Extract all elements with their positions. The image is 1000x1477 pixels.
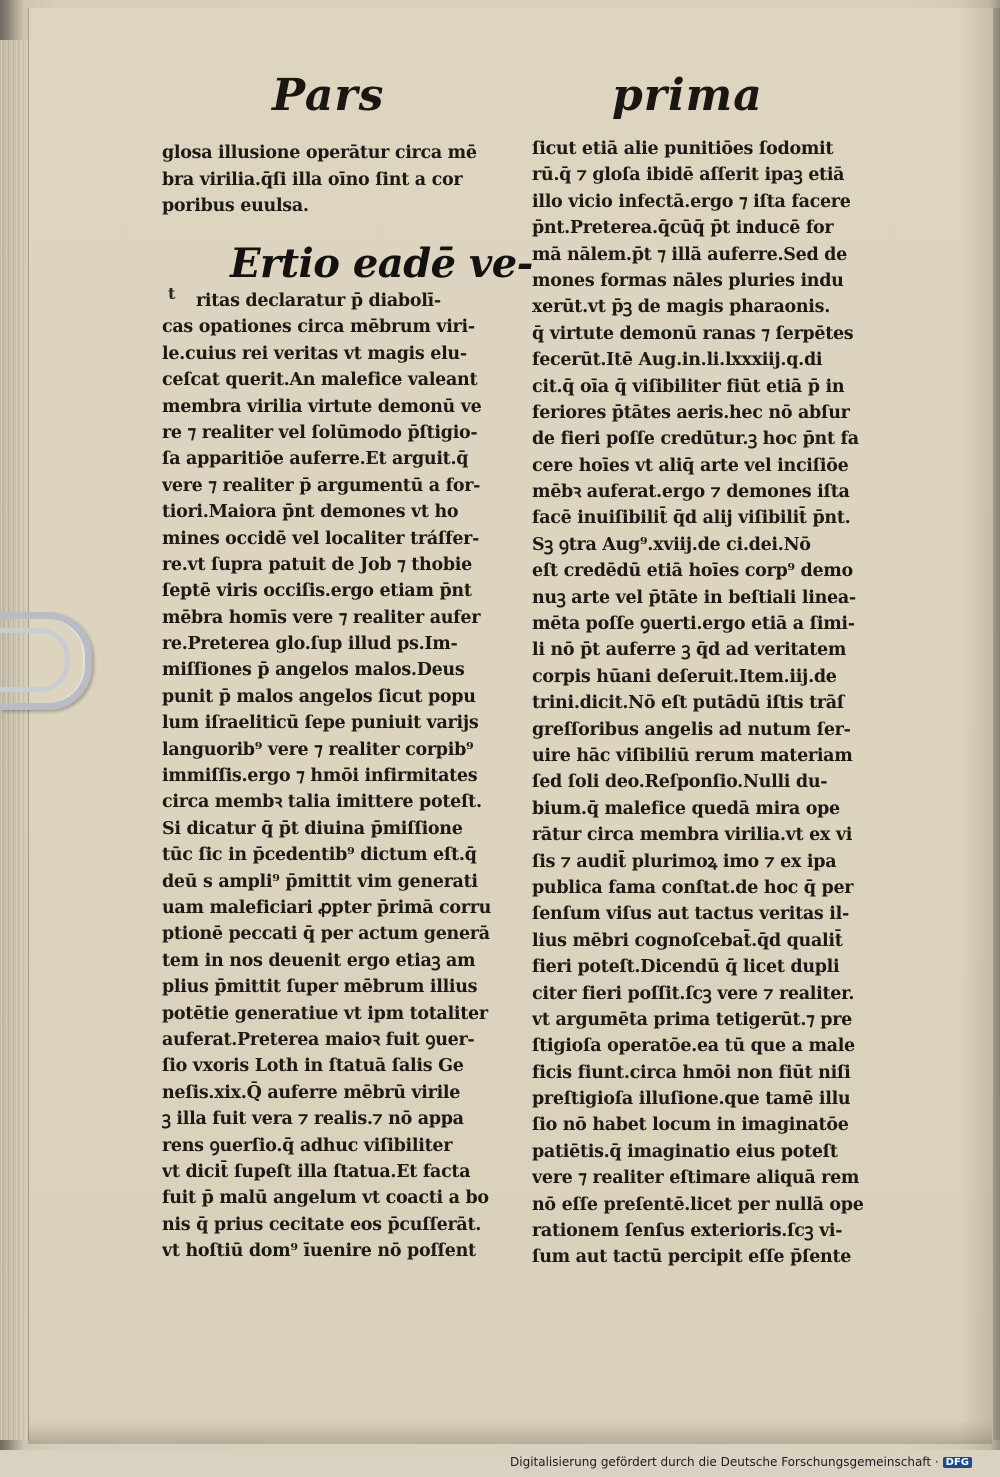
text-line: ſed ſoli deo.Reſponſio.Nulli du- bbox=[532, 772, 828, 793]
text-line: facē inuiſibilit̄ q̄d alij viſibilit̄ p̄nt. bbox=[532, 508, 851, 529]
text-line: li nō p̄t auferre ꝫ q̄d ad veritatem bbox=[532, 640, 847, 661]
left-column-intro bbox=[162, 140, 530, 220]
text-line: re.Preterea glo.ſup illud ps.Im- bbox=[162, 634, 458, 655]
text-line: immiſſis.ergo ⁊ hmōi infirmitates bbox=[162, 766, 478, 787]
text-line: poribus euulsa. bbox=[162, 196, 309, 216]
text-line: mēbꝛ auferat.ergo ⁊ demones iſta bbox=[532, 482, 850, 503]
text-line: punit p̄ malos angelos ſicut popu bbox=[162, 686, 476, 707]
text-line: ritas declaratur p̄ diabolī- bbox=[196, 291, 441, 311]
text-line: xerūt.vt p̄ꝫ de magis pharaonis. bbox=[532, 297, 830, 318]
text-line: ſa apparitiōe auferre.Et arguit.q̄ bbox=[162, 449, 469, 470]
text-line: rationem ſenſus exterioris.ſcꝫ vi- bbox=[532, 1221, 843, 1242]
text-line: bium.q̄ malefice quedā mira ope bbox=[532, 798, 840, 819]
text-line: membra virilia virtute demonū ve bbox=[162, 396, 482, 417]
text-line: ceſcat querit.An malefice valeant bbox=[162, 370, 478, 391]
text-line: Sꝫ ꝯtra Aug⁹.xviij.de ci.dei.Nō bbox=[532, 534, 811, 555]
guide-initial: t bbox=[168, 284, 176, 303]
text-line: potētie generatiue vt ipm totaliter bbox=[162, 1003, 488, 1024]
text-line: ſio vxoris Loth in ſtatuā ſalis Ge bbox=[162, 1056, 464, 1077]
text-line: tem in nos deuenit ergo etiaꝫ am bbox=[162, 950, 476, 971]
text-line: ſicut etiā alie punitiōes ſodomit bbox=[532, 139, 834, 159]
text-line: deū s ampli⁹ p̄mittit vim generati bbox=[162, 871, 478, 892]
right-column bbox=[532, 136, 892, 1271]
text-line: publica fama conſtat.de hoc q̄ per bbox=[532, 877, 854, 898]
text-line: ſeptē viris occiſis.ergo etiam p̄nt bbox=[162, 581, 472, 602]
text-line: corpis hūani deſeruit.Item.iij.de bbox=[532, 666, 837, 687]
text-line: ſenſum viſus aut tactus veritas il- bbox=[532, 904, 849, 925]
text-line: ſio nō habet locum in imaginatōe bbox=[532, 1115, 849, 1136]
text-line: mā nālem.p̄t ⁊ illā auferre.Sed de bbox=[532, 244, 847, 265]
text-line: vere ⁊ realiter p̄ argumentū a for- bbox=[162, 475, 481, 496]
text-line: Si dicatur q̄ p̄t diuina p̄miſſione bbox=[162, 818, 463, 839]
text-line: uam maleficiari ꝓpter p̄rimā corru bbox=[162, 897, 492, 918]
text-line: q̄ virtute demonū ranas ⁊ ſerpētes bbox=[532, 323, 854, 344]
section-heading: Ertio eadē ve- bbox=[230, 240, 533, 287]
text-line: rens ꝯuerſio.q̄ adhuc viſibiliter bbox=[162, 1135, 453, 1156]
text-line: cas opationes circa mēbrum viri- bbox=[162, 317, 475, 338]
text-line: nis q̄ prius cecitate eos p̄cuſſerāt. bbox=[162, 1214, 482, 1235]
text-line: trini.dicit.Nō eſt putādū iſtis trāſ bbox=[532, 693, 845, 714]
text-line: auferat.Preterea maioꝛ fuit ꝯuer- bbox=[162, 1029, 475, 1050]
text-line: mines occidē vel localiter tráſfer- bbox=[162, 528, 480, 549]
text-line: circa membꝛ talia imittere poteſt. bbox=[162, 792, 482, 813]
text-line: fecerūt.Itē Aug.in.li.lxxxiij.q.di bbox=[532, 350, 823, 371]
text-line: glosa illusione operātur circa mē bbox=[162, 143, 477, 163]
header-left-word: Pars bbox=[272, 70, 385, 121]
text-line: feriores p̄tātes aeris.hec nō abſur bbox=[532, 402, 850, 423]
text-line: ptionē peccati q̄ per actum generā bbox=[162, 924, 490, 945]
text-line: ꝫ illa fuit vera ⁊ realis.⁊ nō appa bbox=[162, 1109, 464, 1130]
text-line: patiētis.q̄ imaginatio eius poteſt bbox=[532, 1141, 838, 1162]
text-line: eſt credēdū etiā hoīes corp⁹ demo bbox=[532, 561, 853, 582]
text-line: plius p̄mittit ſuper mēbrum illius bbox=[162, 977, 478, 998]
text-line: fuit p̄ malū angelum vt coacti a bo bbox=[162, 1188, 489, 1209]
text-line: vt argumēta prima tetigerūt.⁊ pre bbox=[532, 1009, 853, 1030]
text-line: mēbra homīs vere ⁊ realiter aufer bbox=[162, 607, 481, 628]
text-line: ſum aut tactū percipit eſſe p̄ſente bbox=[532, 1247, 852, 1268]
text-line: rātur circa membra virilia.vt ex vi bbox=[532, 825, 853, 846]
text-line: uire hāc viſibiliū rerum materiam bbox=[532, 745, 853, 766]
paper-clip-inner-loop bbox=[0, 628, 70, 692]
text-line: nō eſſe preſentē.licet per nullā ope bbox=[532, 1194, 864, 1215]
text-line: cere hoīes vt aliq̄ arte vel inciſiōe bbox=[532, 455, 849, 476]
text-line: vt dicit̄ ſupeſt illa ſtatua.Et facta bbox=[162, 1161, 471, 1182]
text-line: fieri poteſt.Dicendū q̄ licet dupli bbox=[532, 957, 840, 978]
text-line: lius mēbri cognoſcebat̄.q̄d qualit̄ bbox=[532, 930, 843, 951]
text-line: nuꝫ arte vel p̄tāte in beſtiali linea- bbox=[532, 587, 856, 608]
text-line: ſis ⁊ audit̄ plurimoꝝ imo ⁊ ex ipa bbox=[532, 851, 837, 872]
text-line: ficis fiunt.circa hmōi non fiūt niſi bbox=[532, 1062, 851, 1083]
credit-text: Digitalisierung gefördert durch die Deutsche Forschungsgemeinschaft · bbox=[510, 1455, 939, 1469]
text-line: tiori.Maiora p̄nt demones vt ho bbox=[162, 502, 459, 523]
left-column-body bbox=[162, 288, 530, 1264]
dfg-logo: DFG bbox=[943, 1457, 972, 1468]
text-line: p̄nt.Preterea.q̄cūq̄ p̄t inducē for bbox=[532, 218, 834, 239]
text-line: rū.q̄ ⁊ gloſa ibidē aſſerit ipaꝫ etiā bbox=[532, 165, 845, 186]
text-line: citer fieri poſſit.ſcꝫ vere ⁊ realiter. bbox=[532, 983, 855, 1004]
text-line: mones formas nāles pluries indu bbox=[532, 270, 844, 291]
text-line: illo vicio infectā.ergo ⁊ iſta facere bbox=[532, 191, 851, 212]
text-line: bra virilia.q̄ſi illa oīno ſint a cor bbox=[162, 169, 463, 190]
text-line: greſſoribus angelis ad nutum ſer- bbox=[532, 719, 851, 740]
text-line: re ⁊ realiter vel ſolūmodo p̄ſtigio- bbox=[162, 422, 478, 443]
text-line: preſtigioſa illuſione.que tamē illu bbox=[532, 1089, 851, 1110]
header-right-word: prima bbox=[612, 70, 763, 121]
text-line: vere ⁊ realiter eſtimare aliquā rem bbox=[532, 1168, 860, 1189]
text-line: lum iſraeliticū ſepe puniuit varijs bbox=[162, 713, 479, 734]
text-line: tūc ſic in p̄cedentib⁹ dictum eſt.q̄ bbox=[162, 845, 477, 866]
text-line: languorib⁹ vere ⁊ realiter corpib⁹ bbox=[162, 739, 474, 760]
text-line: cit.q̄ oīa q̄ viſibiliter fiūt etiā p̄ in bbox=[532, 376, 845, 397]
text-line: vt hoſtiū dom⁹ īuenire nō poſſent bbox=[162, 1241, 476, 1262]
text-line: ſtigioſa operatōe.ea tū que a male bbox=[532, 1036, 855, 1057]
text-line: neſis.xix.Q̄ auferre mēbrū virile bbox=[162, 1082, 461, 1103]
running-header bbox=[0, 70, 1000, 130]
text-line: de fieri poſſe credūtur.ꝫ hoc p̄nt fa bbox=[532, 429, 859, 450]
text-line: mēta poſſe ꝯuerti.ergo etiā a ſimi- bbox=[532, 614, 855, 635]
text-line: le.cuius rei veritas vt magis elu- bbox=[162, 343, 467, 364]
text-line: re.vt ſupra patuit de Job ⁊ thobie bbox=[162, 554, 472, 575]
digitization-credit bbox=[510, 1455, 972, 1469]
text-line: miſſiones p̄ angelos malos.Deus bbox=[162, 660, 465, 681]
page-bottom-shadow bbox=[28, 1420, 992, 1444]
gutter-shadow bbox=[960, 8, 1000, 1440]
